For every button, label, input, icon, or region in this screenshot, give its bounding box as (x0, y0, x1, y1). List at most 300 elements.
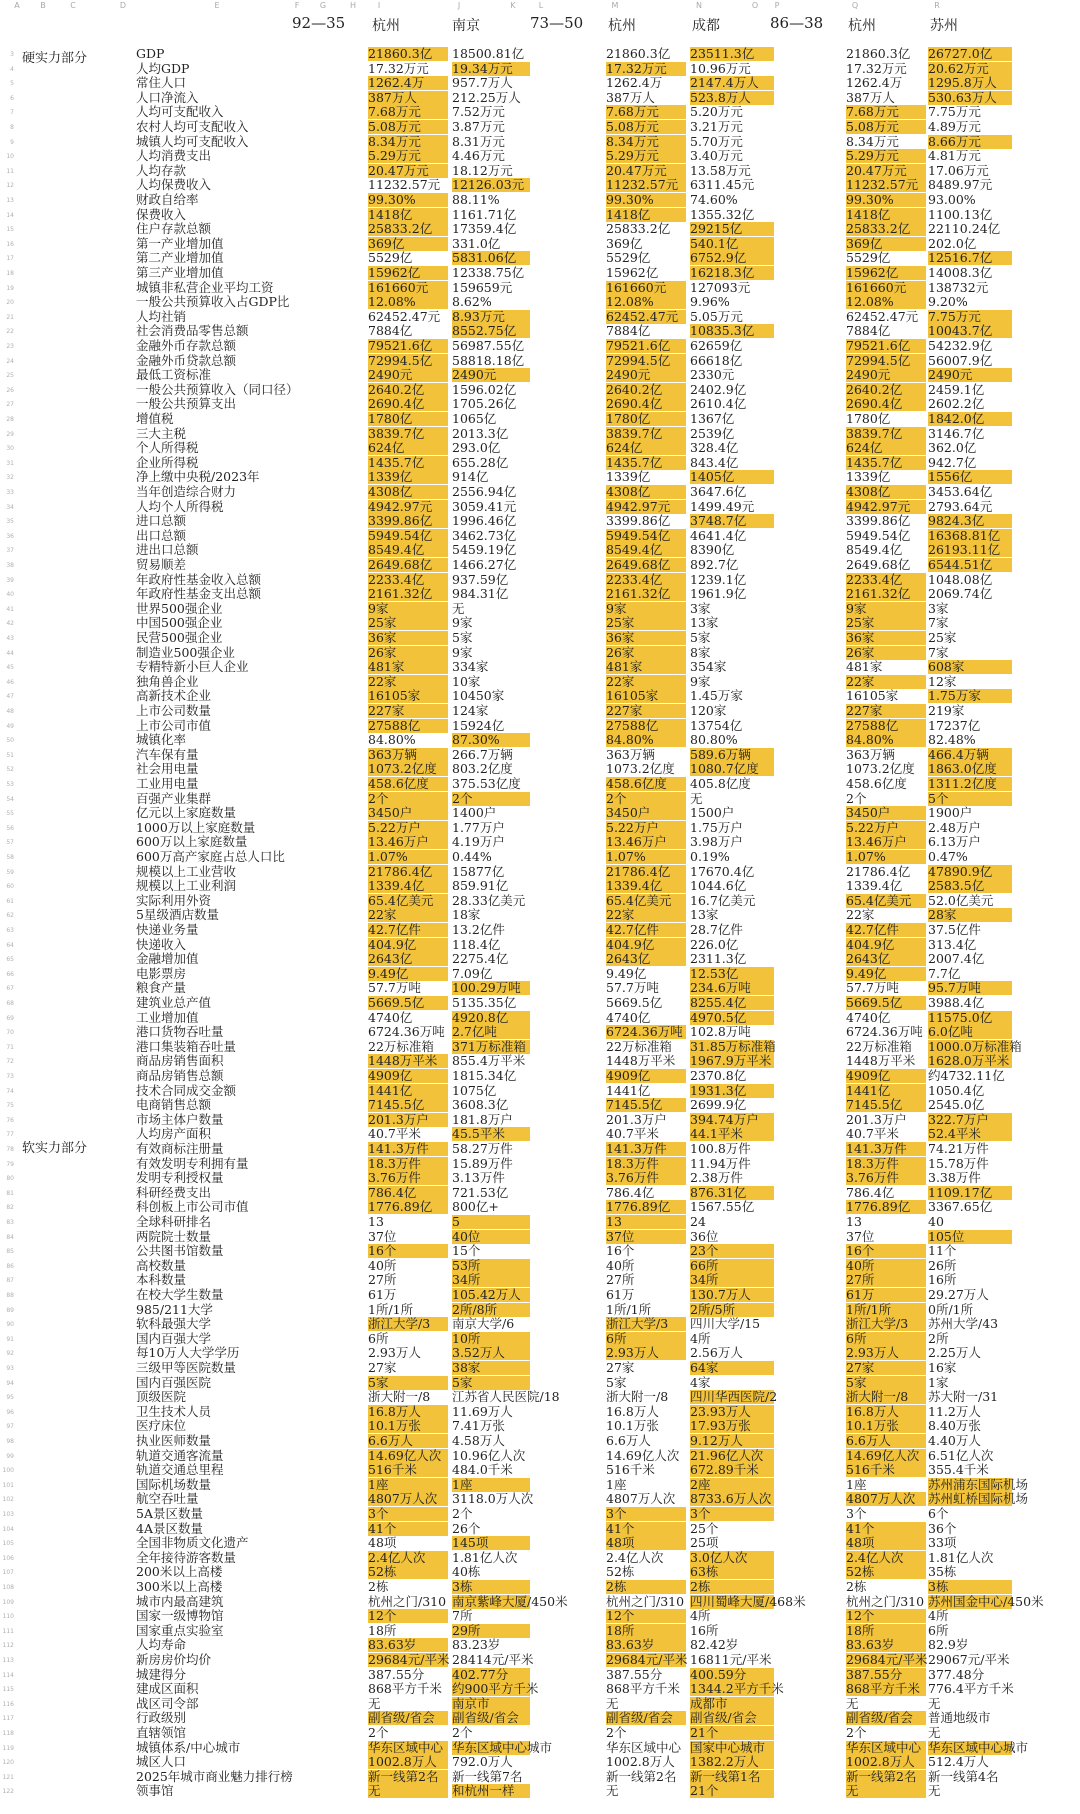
value-cell[interactable]: 20.47万元 (606, 164, 686, 178)
value-cell[interactable]: 8549.4亿 (606, 543, 686, 557)
value-cell[interactable]: 105位 (928, 1230, 1012, 1244)
value-cell[interactable]: 1863.0亿度 (928, 762, 1012, 776)
value-cell[interactable]: 786.4亿 (846, 1184, 895, 1200)
value-cell[interactable]: 3118.0万人次 (452, 1491, 534, 1507)
value-cell[interactable]: 201.3万户 (368, 1113, 448, 1127)
value-cell[interactable]: 52栋 (606, 1564, 635, 1580)
value-cell[interactable]: 25家 (368, 616, 448, 630)
value-cell[interactable]: 2个 (368, 1725, 389, 1740)
value-cell[interactable]: 58.27万件 (452, 1141, 513, 1156)
value-cell[interactable]: 16105家 (368, 689, 448, 703)
value-cell[interactable]: 2.4亿人次 (368, 1551, 448, 1565)
value-cell[interactable]: 无 (606, 1783, 619, 1799)
value-cell[interactable]: 1466.27亿 (452, 557, 517, 572)
value-cell[interactable]: 138732元 (928, 279, 989, 295)
value-cell[interactable]: 5.29万元 (846, 149, 926, 163)
value-cell[interactable]: 3.76万件 (368, 1171, 448, 1185)
row-label[interactable]: 人均寿命 (136, 1637, 187, 1653)
value-cell[interactable]: 5家 (846, 1376, 926, 1390)
value-cell[interactable]: 4.89万元 (928, 119, 981, 134)
value-cell[interactable]: 3.0亿人次 (690, 1551, 774, 1565)
value-cell[interactable]: 25个 (690, 1520, 719, 1536)
row-label[interactable]: 人均保费收入 (136, 177, 212, 193)
row-label[interactable]: 年政府性基金支出总额 (136, 586, 262, 602)
value-cell[interactable]: 22家 (606, 675, 686, 689)
value-cell[interactable]: 2643亿 (606, 952, 686, 966)
value-cell[interactable]: 387万人 (606, 89, 655, 105)
value-cell[interactable]: 9.49亿 (846, 967, 926, 981)
value-cell[interactable]: 17.32万元 (846, 60, 907, 76)
value-cell[interactable]: 11个 (928, 1243, 957, 1259)
value-cell[interactable]: 62452.47元 (846, 308, 919, 324)
value-cell[interactable]: 1073.2亿度 (846, 761, 915, 777)
value-cell[interactable]: 浙大附一/8 (606, 1389, 669, 1405)
value-cell[interactable]: 516千米 (846, 1463, 926, 1477)
value-cell[interactable]: 3367.65亿 (928, 1199, 993, 1215)
value-cell[interactable]: 4942.97元 (846, 500, 926, 514)
value-cell[interactable]: 5 (452, 1215, 530, 1229)
value-cell[interactable]: 868平方千米 (368, 1681, 442, 1697)
value-cell[interactable]: 1448万平米 (606, 1053, 676, 1069)
value-cell[interactable]: 313.4亿 (928, 936, 977, 952)
value-cell[interactable]: 44.1平米 (690, 1127, 774, 1141)
value-cell[interactable]: 2栋 (368, 1579, 389, 1594)
value-cell[interactable]: 3.87万元 (452, 119, 505, 134)
value-cell[interactable]: 4942.97元 (606, 500, 686, 514)
value-cell[interactable]: 新一线第2名 (606, 1768, 677, 1784)
row-label[interactable]: 技术合同成交金额 (136, 1082, 237, 1098)
value-cell[interactable]: 2个 (452, 1725, 473, 1740)
value-cell[interactable]: 14.69亿人次 (368, 1449, 448, 1463)
value-cell[interactable]: 540.1亿 (690, 237, 774, 251)
value-cell[interactable]: 2643亿 (368, 952, 448, 966)
value-cell[interactable]: 无 (368, 1695, 381, 1711)
value-cell[interactable]: 1596.02亿 (452, 381, 517, 397)
value-cell[interactable]: 1499.49元 (690, 498, 755, 514)
value-cell[interactable]: 2233.4亿 (846, 573, 926, 587)
value-cell[interactable]: 1.07% (846, 850, 926, 864)
value-cell[interactable]: 1400户 (452, 805, 497, 821)
value-cell[interactable]: 四川蜀峰大厦/468米 (690, 1593, 806, 1609)
value-cell[interactable]: 65.4亿美元 (368, 894, 448, 908)
value-cell[interactable]: 10043.7亿 (928, 324, 1012, 338)
row-label[interactable]: 600万以上家庭数量 (136, 834, 248, 850)
value-cell[interactable]: 1002.8万人 (846, 1755, 926, 1769)
row-label[interactable]: 人均可支配收入 (136, 104, 224, 120)
value-cell[interactable]: 9家 (690, 673, 711, 689)
value-cell[interactable]: 1405亿 (690, 470, 774, 484)
value-cell[interactable]: 859.91亿 (452, 878, 509, 894)
value-cell[interactable]: 4942.97元 (368, 500, 448, 514)
value-cell[interactable]: 2所 (928, 1330, 949, 1346)
value-cell[interactable]: 3家 (928, 600, 949, 616)
value-cell[interactable]: 957.7万人 (452, 75, 513, 91)
value-cell[interactable]: 15962亿 (846, 266, 926, 280)
value-cell[interactable]: 24 (690, 1214, 706, 1229)
value-cell[interactable]: 36个 (928, 1520, 957, 1536)
value-cell[interactable]: 13 (606, 1215, 686, 1229)
value-cell[interactable]: 3608.3亿 (452, 1097, 509, 1113)
row-label[interactable]: 社会消费品零售总额 (136, 323, 249, 339)
value-cell[interactable]: 27588亿 (368, 719, 448, 733)
row-label[interactable]: 全国非物质文化遗产 (136, 1535, 249, 1551)
value-cell[interactable]: 212.25万人 (452, 89, 521, 105)
value-cell[interactable]: 15个 (452, 1243, 481, 1259)
value-cell[interactable]: 无 (452, 600, 465, 616)
value-cell[interactable]: 17.93万张 (690, 1419, 774, 1433)
value-cell[interactable]: 1所/1所 (606, 1301, 652, 1317)
value-cell[interactable]: 29215亿 (690, 222, 774, 236)
value-cell[interactable]: 1048.08亿 (928, 571, 993, 587)
value-cell[interactable]: 5949.54亿 (606, 529, 686, 543)
row-label[interactable]: 两院院士数量 (136, 1228, 212, 1244)
value-cell[interactable]: 15962亿 (368, 266, 448, 280)
value-cell[interactable]: 1339亿 (606, 469, 651, 485)
value-cell[interactable]: 5949.54亿 (368, 529, 448, 543)
value-cell[interactable]: 48项 (846, 1536, 926, 1550)
value-cell[interactable]: 83.63岁 (846, 1638, 926, 1652)
value-cell[interactable]: 516千米 (368, 1463, 448, 1477)
value-cell[interactable]: 942.7亿 (928, 454, 977, 470)
value-cell[interactable]: 7.75万元 (928, 104, 981, 120)
value-cell[interactable]: 26家 (846, 646, 926, 660)
value-cell[interactable]: 3.52万人 (452, 1346, 530, 1360)
row-label[interactable]: 行政级别 (136, 1710, 187, 1726)
row-label[interactable]: 金融增加值 (136, 951, 199, 967)
value-cell[interactable]: 5135.35亿 (452, 995, 517, 1010)
value-cell[interactable]: 2459.1亿 (928, 381, 985, 397)
value-cell[interactable]: 66618亿 (690, 352, 743, 368)
value-cell[interactable]: 64家 (690, 1361, 774, 1375)
value-cell[interactable]: 12个 (368, 1609, 448, 1623)
row-label[interactable]: 城镇体系/中心城市 (136, 1739, 241, 1755)
value-cell[interactable]: 副省级/省会 (846, 1711, 926, 1725)
row-label[interactable]: 人均房产面积 (136, 1126, 212, 1142)
value-cell[interactable]: 2所/5所 (690, 1303, 774, 1317)
value-cell[interactable]: 12.53亿 (690, 967, 774, 981)
value-cell[interactable]: 22家 (606, 908, 686, 922)
value-cell[interactable]: 37位 (606, 1230, 686, 1244)
row-label[interactable]: 出口总额 (136, 527, 187, 543)
value-cell[interactable]: 南京市 (452, 1697, 530, 1711)
value-cell[interactable]: 1.07% (368, 850, 448, 864)
value-cell[interactable]: 57.7万吨 (846, 980, 899, 996)
column-header[interactable]: A (14, 1, 20, 10)
value-cell[interactable]: 新一线第1名 (690, 1770, 774, 1784)
value-cell[interactable]: 5.22万户 (606, 821, 686, 835)
row-label[interactable]: 第三产业增加值 (136, 265, 224, 280)
value-cell[interactable]: 11232.57元 (846, 178, 926, 192)
value-cell[interactable]: 354家 (690, 659, 727, 675)
value-cell[interactable]: 29.27万人 (928, 1287, 989, 1302)
value-cell[interactable]: 1075亿 (452, 1082, 497, 1098)
value-cell[interactable]: 无 (606, 1695, 619, 1711)
value-cell[interactable]: 5.29万元 (368, 149, 448, 163)
value-cell[interactable]: 4807万人次 (368, 1492, 448, 1506)
row-label[interactable]: 第一产业增加值 (136, 235, 224, 251)
value-cell[interactable]: 15877亿 (452, 863, 505, 879)
value-cell[interactable]: 1座 (368, 1478, 448, 1492)
value-cell[interactable]: 1065亿 (452, 411, 497, 426)
value-cell[interactable]: 2.4亿人次 (846, 1551, 926, 1565)
value-cell[interactable]: 375.53亿度 (452, 776, 521, 791)
value-cell[interactable]: 18.3万件 (606, 1157, 686, 1171)
value-cell[interactable]: 1842.0亿 (928, 412, 1012, 426)
value-cell[interactable]: 394.74万户 (690, 1113, 774, 1127)
value-cell[interactable]: 82.48% (928, 732, 976, 748)
value-cell[interactable]: 副省级/省会 (690, 1711, 774, 1725)
value-cell[interactable]: 1780亿 (846, 411, 891, 426)
row-label[interactable]: 人口净流入 (136, 89, 199, 105)
value-cell[interactable]: 141.3万件 (606, 1142, 686, 1156)
value-cell[interactable]: 27所 (846, 1273, 926, 1287)
value-cell[interactable]: 21个 (690, 1784, 774, 1798)
value-cell[interactable]: 25家 (606, 616, 686, 630)
value-cell[interactable]: 331.0亿 (452, 235, 501, 251)
row-label[interactable]: 国际机场数量 (136, 1476, 212, 1492)
value-cell[interactable]: 4.40万人 (928, 1433, 981, 1448)
value-cell[interactable]: 9.96% (690, 294, 730, 310)
value-cell[interactable]: 62452.47元 (606, 310, 686, 324)
value-cell[interactable]: 8.62% (452, 294, 492, 310)
value-cell[interactable]: 5529亿 (846, 250, 891, 266)
row-label[interactable]: 城镇化率 (136, 732, 187, 748)
value-cell[interactable]: 0所/1所 (928, 1301, 974, 1317)
row-label[interactable]: 一般公共预算收入（同口径） (136, 381, 299, 397)
value-cell[interactable]: 362.0亿 (928, 440, 977, 456)
value-cell[interactable]: 404.9亿 (846, 938, 926, 952)
value-cell[interactable]: 363万辆 (368, 748, 448, 762)
value-cell[interactable]: 1441亿 (368, 1084, 448, 1098)
row-label[interactable]: 5A景区数量 (136, 1506, 203, 1521)
value-cell[interactable]: 7884亿 (846, 323, 891, 339)
value-cell[interactable]: 27588亿 (846, 719, 926, 733)
value-cell[interactable]: 13家 (690, 907, 719, 923)
value-cell[interactable]: 458.6亿度 (368, 777, 448, 791)
value-cell[interactable]: 28.33亿美元 (452, 892, 526, 908)
value-cell[interactable]: 1100.13亿 (928, 206, 993, 222)
value-cell[interactable]: 成都市 (690, 1697, 774, 1711)
value-cell[interactable]: 8.31万元 (452, 133, 505, 149)
row-label[interactable]: 世界500强企业 (136, 600, 223, 616)
value-cell[interactable]: 4.46万元 (452, 148, 505, 164)
value-cell[interactable]: 57.7万吨 (606, 980, 659, 996)
value-cell[interactable]: 16.8万人 (606, 1403, 659, 1419)
value-cell[interactable]: 4308亿 (846, 485, 926, 499)
value-cell[interactable]: 3.21万元 (690, 119, 743, 134)
value-cell[interactable]: 8255.4亿 (690, 996, 774, 1010)
value-cell[interactable]: 8家 (690, 644, 711, 660)
value-cell[interactable]: 1448万平米 (368, 1054, 448, 1068)
value-cell[interactable]: 6724.36万吨 (368, 1024, 445, 1040)
value-cell[interactable]: 27家 (368, 1360, 397, 1375)
value-cell[interactable]: 405.8亿度 (690, 776, 751, 791)
value-cell[interactable]: 530.63万人 (928, 91, 1012, 105)
value-cell[interactable]: 2402.9亿 (690, 381, 747, 397)
value-cell[interactable]: 72994.5亿 (606, 354, 686, 368)
value-cell[interactable]: 120家 (690, 703, 727, 718)
value-cell[interactable]: 2161.32亿 (368, 587, 448, 601)
value-cell[interactable]: 27588亿 (606, 719, 686, 733)
row-label[interactable]: 保费收入 (136, 206, 187, 222)
value-cell[interactable]: 普通地级市 (928, 1710, 991, 1726)
value-cell[interactable]: 100.29万吨 (452, 981, 530, 995)
value-cell[interactable]: 2649.68亿 (368, 558, 448, 572)
value-cell[interactable]: 5家 (368, 1376, 448, 1390)
value-cell[interactable]: 7.68万元 (846, 105, 926, 119)
value-cell[interactable]: 浙大附一/8 (368, 1389, 431, 1405)
value-cell[interactable]: 387.55分 (846, 1668, 926, 1682)
row-label[interactable]: 粮食产量 (136, 980, 187, 996)
value-cell[interactable]: 37.5亿件 (928, 922, 981, 937)
value-cell[interactable]: 56987.55亿 (452, 338, 525, 353)
value-cell[interactable]: 8.34万元 (606, 135, 686, 149)
value-cell[interactable]: 1567.55亿 (690, 1199, 755, 1215)
value-cell[interactable]: 1780亿 (368, 412, 448, 426)
row-label[interactable]: 领事馆 (136, 1783, 174, 1799)
row-label[interactable]: 卫生技术人员 (136, 1403, 212, 1419)
value-cell[interactable]: 12家 (928, 673, 957, 689)
value-cell[interactable]: 1所/1所 (846, 1303, 926, 1317)
value-cell[interactable]: 11.94万件 (690, 1155, 751, 1171)
value-cell[interactable]: 369亿 (368, 237, 448, 251)
value-cell[interactable]: 6个 (928, 1506, 949, 1521)
value-cell[interactable]: 512.4万人 (928, 1754, 989, 1770)
value-cell[interactable]: 副省级/省会 (368, 1711, 448, 1725)
value-cell[interactable]: 2个 (606, 1725, 627, 1740)
value-cell[interactable]: 63栋 (690, 1565, 774, 1579)
value-cell[interactable]: 2个 (846, 1725, 867, 1740)
value-cell[interactable]: 新一线第2名 (368, 1770, 448, 1784)
value-cell[interactable]: 2所/8所 (452, 1303, 530, 1317)
row-label[interactable]: 本科数量 (136, 1272, 187, 1288)
value-cell[interactable]: 672.89千米 (690, 1463, 774, 1477)
value-cell[interactable]: 1339亿 (846, 469, 891, 485)
value-cell[interactable]: 36家 (368, 631, 448, 645)
value-cell[interactable]: 1.81亿人次 (928, 1549, 994, 1565)
value-cell[interactable]: 4308亿 (606, 485, 686, 499)
value-cell[interactable]: 1556亿 (928, 470, 1012, 484)
row-label[interactable]: 三级甲等医院数量 (136, 1360, 237, 1375)
value-cell[interactable]: 624亿 (606, 441, 686, 455)
value-cell[interactable]: 16218.3亿 (690, 266, 774, 280)
value-cell[interactable]: 15.89万件 (452, 1155, 513, 1171)
value-cell[interactable]: 2.7亿吨 (452, 1025, 530, 1039)
value-cell[interactable]: 105.42万人 (452, 1288, 530, 1302)
row-label[interactable]: 规模以上工业营收 (136, 863, 237, 879)
value-cell[interactable]: 浙江大学/3 (368, 1317, 448, 1331)
value-cell[interactable]: 5家 (690, 630, 711, 645)
value-cell[interactable]: 2610.4亿 (690, 396, 747, 412)
value-cell[interactable]: 2690.4亿 (846, 397, 926, 411)
row-label[interactable]: 高新技术企业 (136, 688, 212, 704)
column-header[interactable]: N (696, 1, 702, 10)
value-cell[interactable]: 1418亿 (606, 208, 686, 222)
row-label[interactable]: 住户存款总额 (136, 221, 212, 237)
row-label[interactable]: 年政府性基金收入总额 (136, 571, 262, 587)
value-cell[interactable]: 31.85万标准箱 (690, 1038, 776, 1054)
value-cell[interactable]: 16.7亿美元 (690, 892, 756, 908)
value-cell[interactable]: 41个 (368, 1522, 448, 1536)
value-cell[interactable]: 9824.3亿 (928, 514, 1012, 528)
value-cell[interactable]: 65.4亿美元 (606, 894, 686, 908)
value-cell[interactable]: 127093元 (690, 279, 751, 295)
row-label[interactable]: 亿元以上家庭数量 (136, 805, 237, 821)
value-cell[interactable]: 25家 (928, 630, 957, 645)
column-header[interactable]: P (774, 1, 780, 10)
value-cell[interactable]: 803.2亿度 (452, 761, 513, 777)
value-cell[interactable]: 1418亿 (846, 208, 926, 222)
row-label[interactable]: 个人所得税 (136, 440, 199, 456)
value-cell[interactable]: 6.6万人 (606, 1433, 651, 1448)
value-cell[interactable]: 1家 (928, 1374, 949, 1390)
value-cell[interactable]: 776.4平方千米 (928, 1681, 1014, 1697)
value-cell[interactable]: 9家 (606, 602, 686, 616)
value-cell[interactable]: 2370.8亿 (690, 1068, 747, 1083)
value-cell[interactable]: 2490元 (606, 368, 686, 382)
column-header[interactable]: B (40, 1, 46, 10)
value-cell[interactable]: 83.63岁 (606, 1638, 686, 1652)
value-cell[interactable]: 6544.51亿 (928, 558, 1012, 572)
value-cell[interactable]: 1900户 (928, 805, 973, 821)
value-cell[interactable]: 18.12万元 (452, 162, 513, 178)
value-cell[interactable]: 1002.8万人 (368, 1755, 448, 1769)
row-label[interactable]: 战区司令部 (136, 1695, 199, 1711)
value-cell[interactable]: 402.77分 (452, 1668, 530, 1682)
value-cell[interactable]: 40.7平米 (606, 1126, 659, 1142)
value-cell[interactable]: 40所 (846, 1259, 926, 1273)
row-label[interactable]: 社会用电量 (136, 761, 199, 777)
value-cell[interactable]: 3839.7亿 (368, 427, 448, 441)
row-label[interactable]: 国家一级博物馆 (136, 1608, 224, 1624)
value-cell[interactable]: 5.08万元 (606, 120, 686, 134)
value-cell[interactable]: 328.4亿 (690, 440, 739, 456)
value-cell[interactable]: 9家 (846, 602, 926, 616)
row-label[interactable]: 300米以上高楼 (136, 1579, 223, 1594)
value-cell[interactable]: 6.13万户 (928, 834, 981, 850)
row-label[interactable]: 医疗床位 (136, 1418, 187, 1434)
value-cell[interactable]: 21786.4亿 (846, 863, 911, 879)
value-cell[interactable]: 5669.5亿 (846, 996, 926, 1010)
value-cell[interactable]: 2690.4亿 (606, 397, 686, 411)
value-cell[interactable]: 26家 (606, 646, 686, 660)
value-cell[interactable]: 1776.89亿 (368, 1200, 448, 1214)
row-label[interactable]: 快递业务量 (136, 922, 199, 937)
column-header[interactable]: I (377, 1, 381, 10)
value-cell[interactable]: 5459.19亿 (452, 542, 517, 558)
row-label[interactable]: 汽车保有量 (136, 746, 199, 762)
value-cell[interactable]: 36家 (846, 631, 926, 645)
row-label[interactable]: 人均存款 (136, 162, 187, 178)
value-cell[interactable]: 1295.8万人 (928, 76, 1012, 90)
value-cell[interactable]: 浙江大学/3 (846, 1317, 926, 1331)
column-header[interactable]: K (510, 1, 516, 10)
row-label[interactable]: 金融外币贷款总额 (136, 352, 237, 368)
row-label[interactable]: 200米以上高楼 (136, 1564, 223, 1580)
row-label[interactable]: 985/211大学 (136, 1301, 213, 1317)
value-cell[interactable]: 4909亿 (368, 1069, 448, 1083)
value-cell[interactable]: 2640.2亿 (368, 383, 448, 397)
value-cell[interactable]: 8549.4亿 (368, 543, 448, 557)
value-cell[interactable]: 21个 (690, 1726, 774, 1740)
value-cell[interactable]: 5949.54亿 (846, 527, 911, 543)
value-cell[interactable]: 南京大学/6 (452, 1316, 515, 1332)
value-cell[interactable]: 苏州浦东国际机场 (928, 1476, 1029, 1492)
value-cell[interactable]: 8552.75亿 (452, 324, 530, 338)
value-cell[interactable]: 7.75万元 (928, 310, 1012, 324)
value-cell[interactable]: 10.96亿人次 (452, 1447, 526, 1463)
row-label[interactable]: 百强产业集群 (136, 790, 212, 806)
